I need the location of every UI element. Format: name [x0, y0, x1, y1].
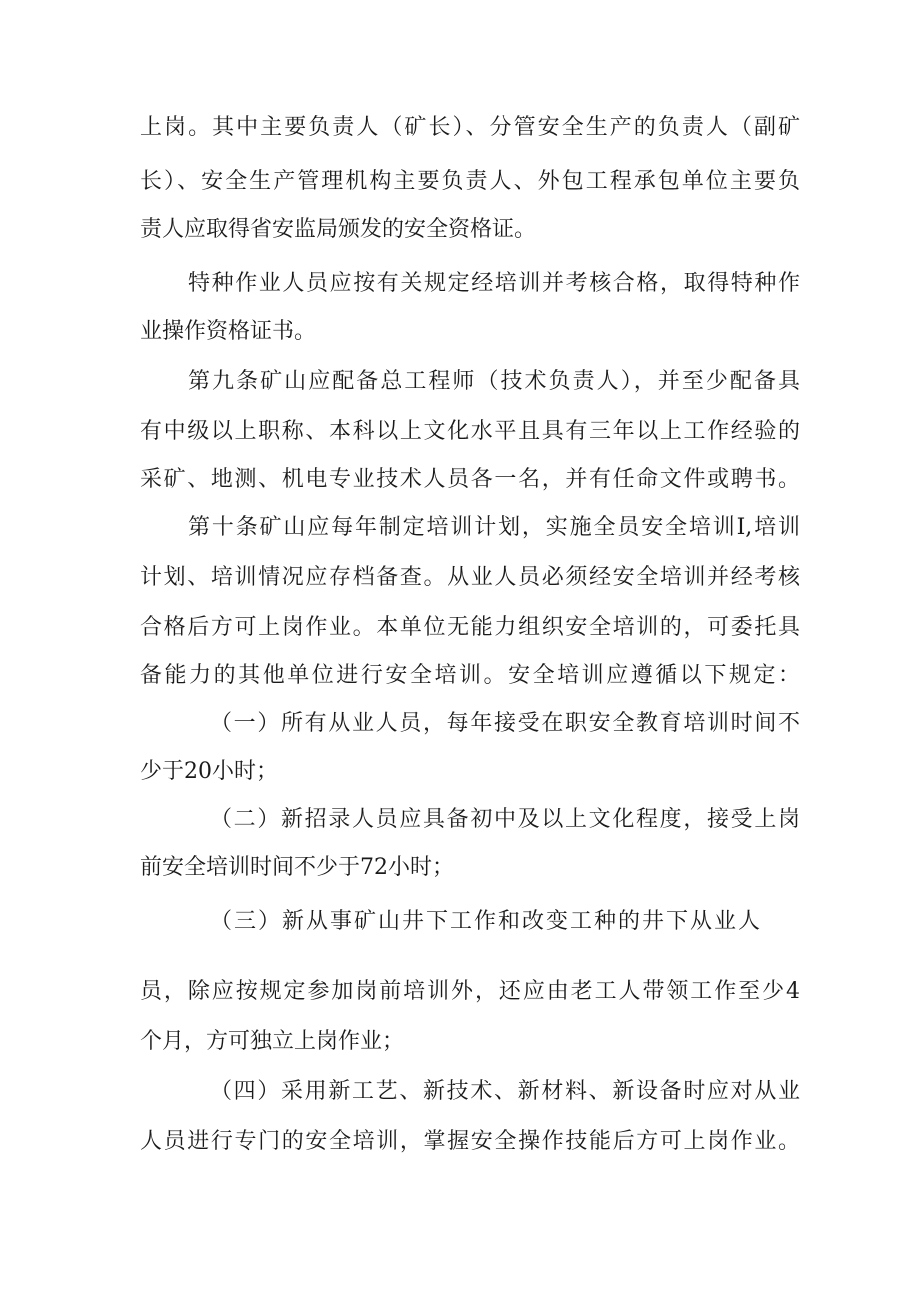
text-line: （二）新招录人员应具备初中及以上文化程度，接受上岗: [210, 807, 800, 832]
text-line: 长）、安全生产管理机构主要负责人、外包工程承包单位主要负: [140, 169, 800, 194]
text-line: 员，除应按规定参加岗前培训外，还应由老工人带领工作至少4: [140, 979, 800, 1004]
text-line: 第九条矿山应配备总工程师（技术负责人），并至少配备具: [188, 369, 800, 394]
text-line: （四）采用新工艺、新技术、新材料、新设备时应对从业: [210, 1079, 800, 1104]
text-line: 采矿、地测、机电专业技术人员各一名，并有任命文件或聘书。: [140, 467, 800, 492]
text-line: 责人应取得省安监局颁发的安全资格证。: [140, 217, 537, 242]
text-line: 合格后方可上岗作业。本单位无能力组织安全培训的，可委托具: [140, 615, 800, 640]
text-line: 上岗。其中主要负责人（矿长）、分管安全生产的负责人（副矿: [140, 115, 800, 140]
text-line: 个月，方可独立上岗作业；: [140, 1029, 405, 1054]
text-line: 特种作业人员应按有关规定经培训并考核合格，取得特种作: [188, 271, 800, 296]
text-line: 第十条矿山应每年制定培训计划，实施全员安全培训I,培训: [188, 515, 800, 540]
text-line: 备能力的其他单位进行安全培训。安全培训应遵循以下规定：: [140, 663, 800, 688]
text-line: 人员进行专门的安全培训，掌握安全操作技能后方可上岗作业。: [140, 1129, 800, 1154]
text-line: 前安全培训时间不少于72小时；: [140, 855, 454, 880]
text-line: （三）新从事矿山井下工作和改变工种的井下从业人: [210, 909, 763, 934]
text-line: 计划、培训情况应存档备查。从业人员必须经安全培训并经考核: [140, 565, 800, 590]
text-line: 业操作资格证书。: [140, 319, 317, 344]
text-line: （一）所有从业人员，每年接受在职安全教育培训时间不: [210, 711, 800, 736]
text-line: 有中级以上职称、本科以上文化水平且具有三年以上工作经验的: [140, 419, 800, 444]
text-line: 少于20小时；: [140, 759, 278, 784]
